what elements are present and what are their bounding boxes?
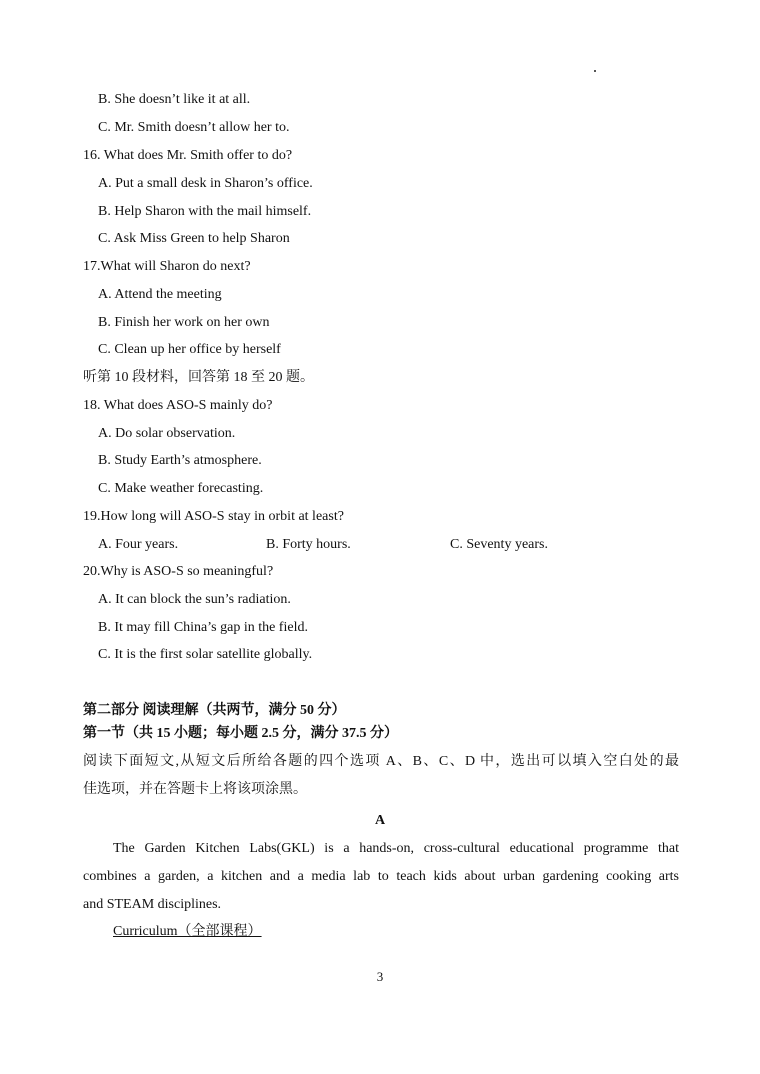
- q18-option-a: A. Do solar observation.: [98, 426, 236, 441]
- passage-label: A: [374, 813, 386, 828]
- passage-line-3: and STEAM disciplines.: [83, 897, 222, 912]
- passage-line-1: The Garden Kitchen Labs(GKL) is a hands-on, cross-cultural educational programme that: [113, 841, 679, 856]
- curriculum-heading: Curriculum（全部课程）: [113, 924, 262, 939]
- q17-option-a: A. Attend the meeting: [98, 287, 222, 302]
- q16-option-c: C. Ask Miss Green to help Sharon: [98, 231, 290, 246]
- q20-option-c: C. It is the first solar satellite globally.: [98, 647, 313, 662]
- scan-dot: [594, 70, 596, 72]
- q17-option-c: C. Clean up her office by herself: [98, 342, 281, 357]
- q20-option-b: B. It may fill China’s gap in the field.: [98, 620, 308, 635]
- section10-instruction: 听第 10 段材料，回答第 18 至 20 题。: [83, 370, 314, 385]
- q15-option-c: C. Mr. Smith doesn’t allow her to.: [98, 120, 290, 135]
- q19-option-a: A. Four years.: [98, 537, 179, 552]
- reading-instruction-line-1: 阅读下面短文,从短文后所给各题的四个选项 A、B、C、D 中，选出可以填入空白处的最: [83, 754, 679, 769]
- q19-question: 19.How long will ASO-S stay in orbit at least?: [83, 509, 344, 524]
- part-two-title: 第二部分 阅读理解（共两节，满分 50 分）: [83, 703, 346, 718]
- q15-option-b: B. She doesn’t like it at all.: [98, 92, 251, 107]
- section-one-title: 第一节（共 15 小题；每小题 2.5 分，满分 37.5 分）: [83, 726, 398, 741]
- q17-question: 17.What will Sharon do next?: [83, 259, 251, 274]
- q20-question: 20.Why is ASO-S so meaningful?: [83, 564, 274, 579]
- page-number: 3: [376, 969, 384, 984]
- q18-option-b: B. Study Earth’s atmosphere.: [98, 453, 262, 468]
- q19-option-b: B. Forty hours.: [266, 537, 351, 552]
- q16-option-a: A. Put a small desk in Sharon’s office.: [98, 176, 313, 191]
- reading-instruction-line-2: 佳选项，并在答题卡上将该项涂黑。: [83, 782, 307, 797]
- passage-line-2: combines a garden, a kitchen and a media lab to teach kids about urban gardening cooking arts: [83, 869, 679, 884]
- q18-option-c: C. Make weather forecasting.: [98, 481, 264, 496]
- q16-question: 16. What does Mr. Smith offer to do?: [83, 148, 293, 163]
- q20-option-a: A. It can block the sun’s radiation.: [98, 592, 291, 607]
- q18-question: 18. What does ASO-S mainly do?: [83, 398, 273, 413]
- q19-option-c: C. Seventy years.: [450, 537, 548, 552]
- q17-option-b: B. Finish her work on her own: [98, 315, 270, 330]
- q16-option-b: B. Help Sharon with the mail himself.: [98, 204, 312, 219]
